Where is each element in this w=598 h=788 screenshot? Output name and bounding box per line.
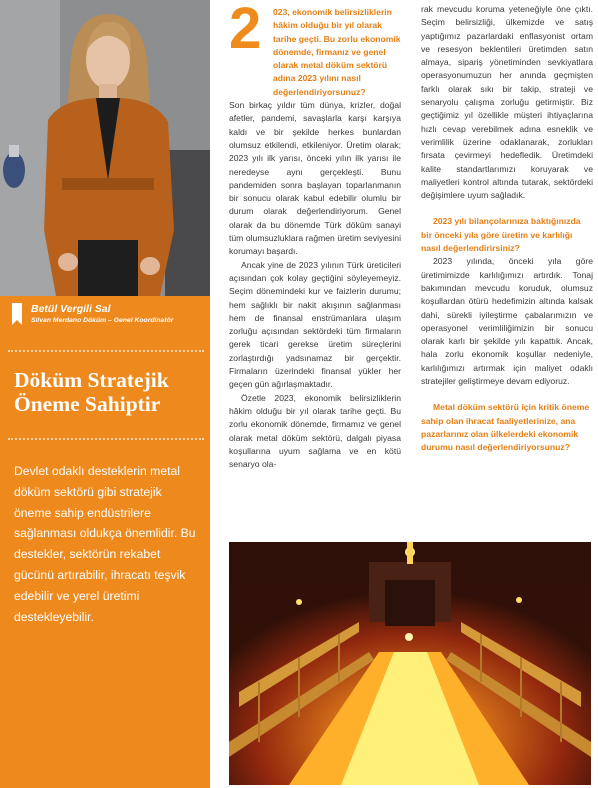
- person-role: Silvan Merdano Döküm – Genel Koordinatör: [31, 317, 174, 324]
- answer-1-paragraph-1: Son birkaç yıldır tüm dünya, krizler, doğal afetler, pandemi, savaşlarla karşı karşıya kaldı ve bir şekilde herkes bunlardan olumsuz etkilendi, etkileniyor. Üretim olarak; 2023 yılı ilk yarısı, önceki yılın ilk yarısı ile neredeyse aynı gerçekleşti. Bunu pandemiden sonra başlayan toparlanmanın bir sonucu olarak kabul edebilir olumlu bir durum olarak değerlendiriyorum. Genel olarak da bu dönemde Türk döküm sanayi tüm olumsuzluklara rağmen üretim seviyesini korumayı başardı.: [229, 100, 401, 257]
- answer-1-paragraph-3: Özetle 2023, ekonomik belirsizliklerin hâkim olduğu bir yıl olarak tarihe geçti. Bu zorlu ekonomik dönemde, firmamız ve genel olarak metal döküm sektörü, dalgalı piyasa koşullarına uyum sağlama ve en kötü senaryo ola-: [229, 392, 401, 470]
- question-2: 2023 yılı bilançolarınıza baktığınızda bir önceki yıla göre üretim ve karlılığı nasıl değerlendirirsiniz?: [421, 216, 581, 254]
- question-1: 023, ekonomik belirsizliklerin hâkim olduğu bir yıl olarak tarihe geçti. Bu zorlu ekonomik dönemde, firmanız ve genel olarak metal döküm sektörü adına 2023 yılını nasıl değerlendiriyorsunuz?: [273, 7, 401, 97]
- portrait-illustration: [0, 0, 210, 296]
- divider-top: [8, 350, 204, 352]
- foundry-photo: [229, 542, 591, 785]
- person-name: Betül Vergili Sal: [31, 303, 111, 315]
- answer-1-paragraph-2: Ancak yine de 2023 yılının Türk üreticileri açısından çok kolay geçtiğini söyleyemeyiz. Seçim dönemindeki kur ve faizlerin durumu; hem sağlıklı bir nakit akışının sağlanması hem de finansal enstrümanlara ulaşım zorluğu açısından sektördeki tüm firmaların gerek ticari gerekse üretim süreçlerini zorlaştırdığı yadsınamaz bir gerçektir. Firmaların üzerindeki finansal yükler her geçen gün ağırlaşmaktadır.: [229, 259, 401, 390]
- sidebar-headline: [14, 368, 204, 416]
- question-3: Metal döküm sektörü için kritik öneme sahip olan ihracat faaliyetlerinize, ana pazarlarınız olan ülkelerdeki ekonomik durumu nasıl değerlendiriyorsunuz?: [421, 402, 590, 453]
- sidebar-pull-quote: Devlet odaklı desteklerin metal döküm sektörü gibi stratejik öneme sahip endüstrilere sağlanması oldukça önemlidir. Bu destekler, sektörün rekabet gücünü artırabilir, ihracatı teşvik edebilir ve yerel üretimi destekleyebilir.: [14, 464, 196, 624]
- portrait-photo: [0, 0, 210, 296]
- article-column-2: [421, 3, 593, 455]
- headline-line-2: Öneme Sahiptir: [14, 392, 161, 416]
- headline-line-1: Döküm Stratejik: [14, 368, 169, 392]
- drop-cap-number: 2: [229, 0, 262, 61]
- bookmark-icon: [12, 303, 22, 325]
- answer-2: 2023 yılında, önceki yıla göre üretimimizde karlılığımızı artırdık. Tonaj bakımından mevcudu koruduk, olumsuz koşullardan ötürü hedefimizin altında kalsak dahi, sürekli iyileştirme çabalarımızın ve operasyonel verimliliğimizin bir sonucu olarak karlı bir şekilde yılı kapattık. Ancak, hala zorlu ekonomik koşullar nedeniyle, karlılığımızı artırmak için maliyet odaklı stratejiler geliştirmeye devam ediyoruz.: [421, 256, 593, 387]
- answer-1-continued: rak mevcudu koruma yeteneğiyle öne çıktı. Seçim belirsizliği, ülkemizde ve satış yaptığımız pazarlardaki enflasyonist ortam ve resesyon beklentileri üretimden satın almaya, sipariş yönetiminden sevkiyatlara operasyonumuzun her anında geçmişten farklı olarak sıkı bir takip, strateji ve senaryolu çalışma zorluğu getirmiştir. Biz geçtiğimiz yıl özellikle müşteri ihtiyaçlarına hızlı cevap verebilmek adına esneklik ve verimlilik üzerine odaklanarak, zorlukları fırsata çevirmeyi hedefledik. Üretimdeki kalite standartlarımızı koruyarak ve maliyetleri kontrol altında tutarak, sektördeki değişimlere uyum sağladık.: [421, 4, 593, 201]
- divider-bottom: [8, 438, 204, 440]
- article-column-1: [229, 6, 401, 471]
